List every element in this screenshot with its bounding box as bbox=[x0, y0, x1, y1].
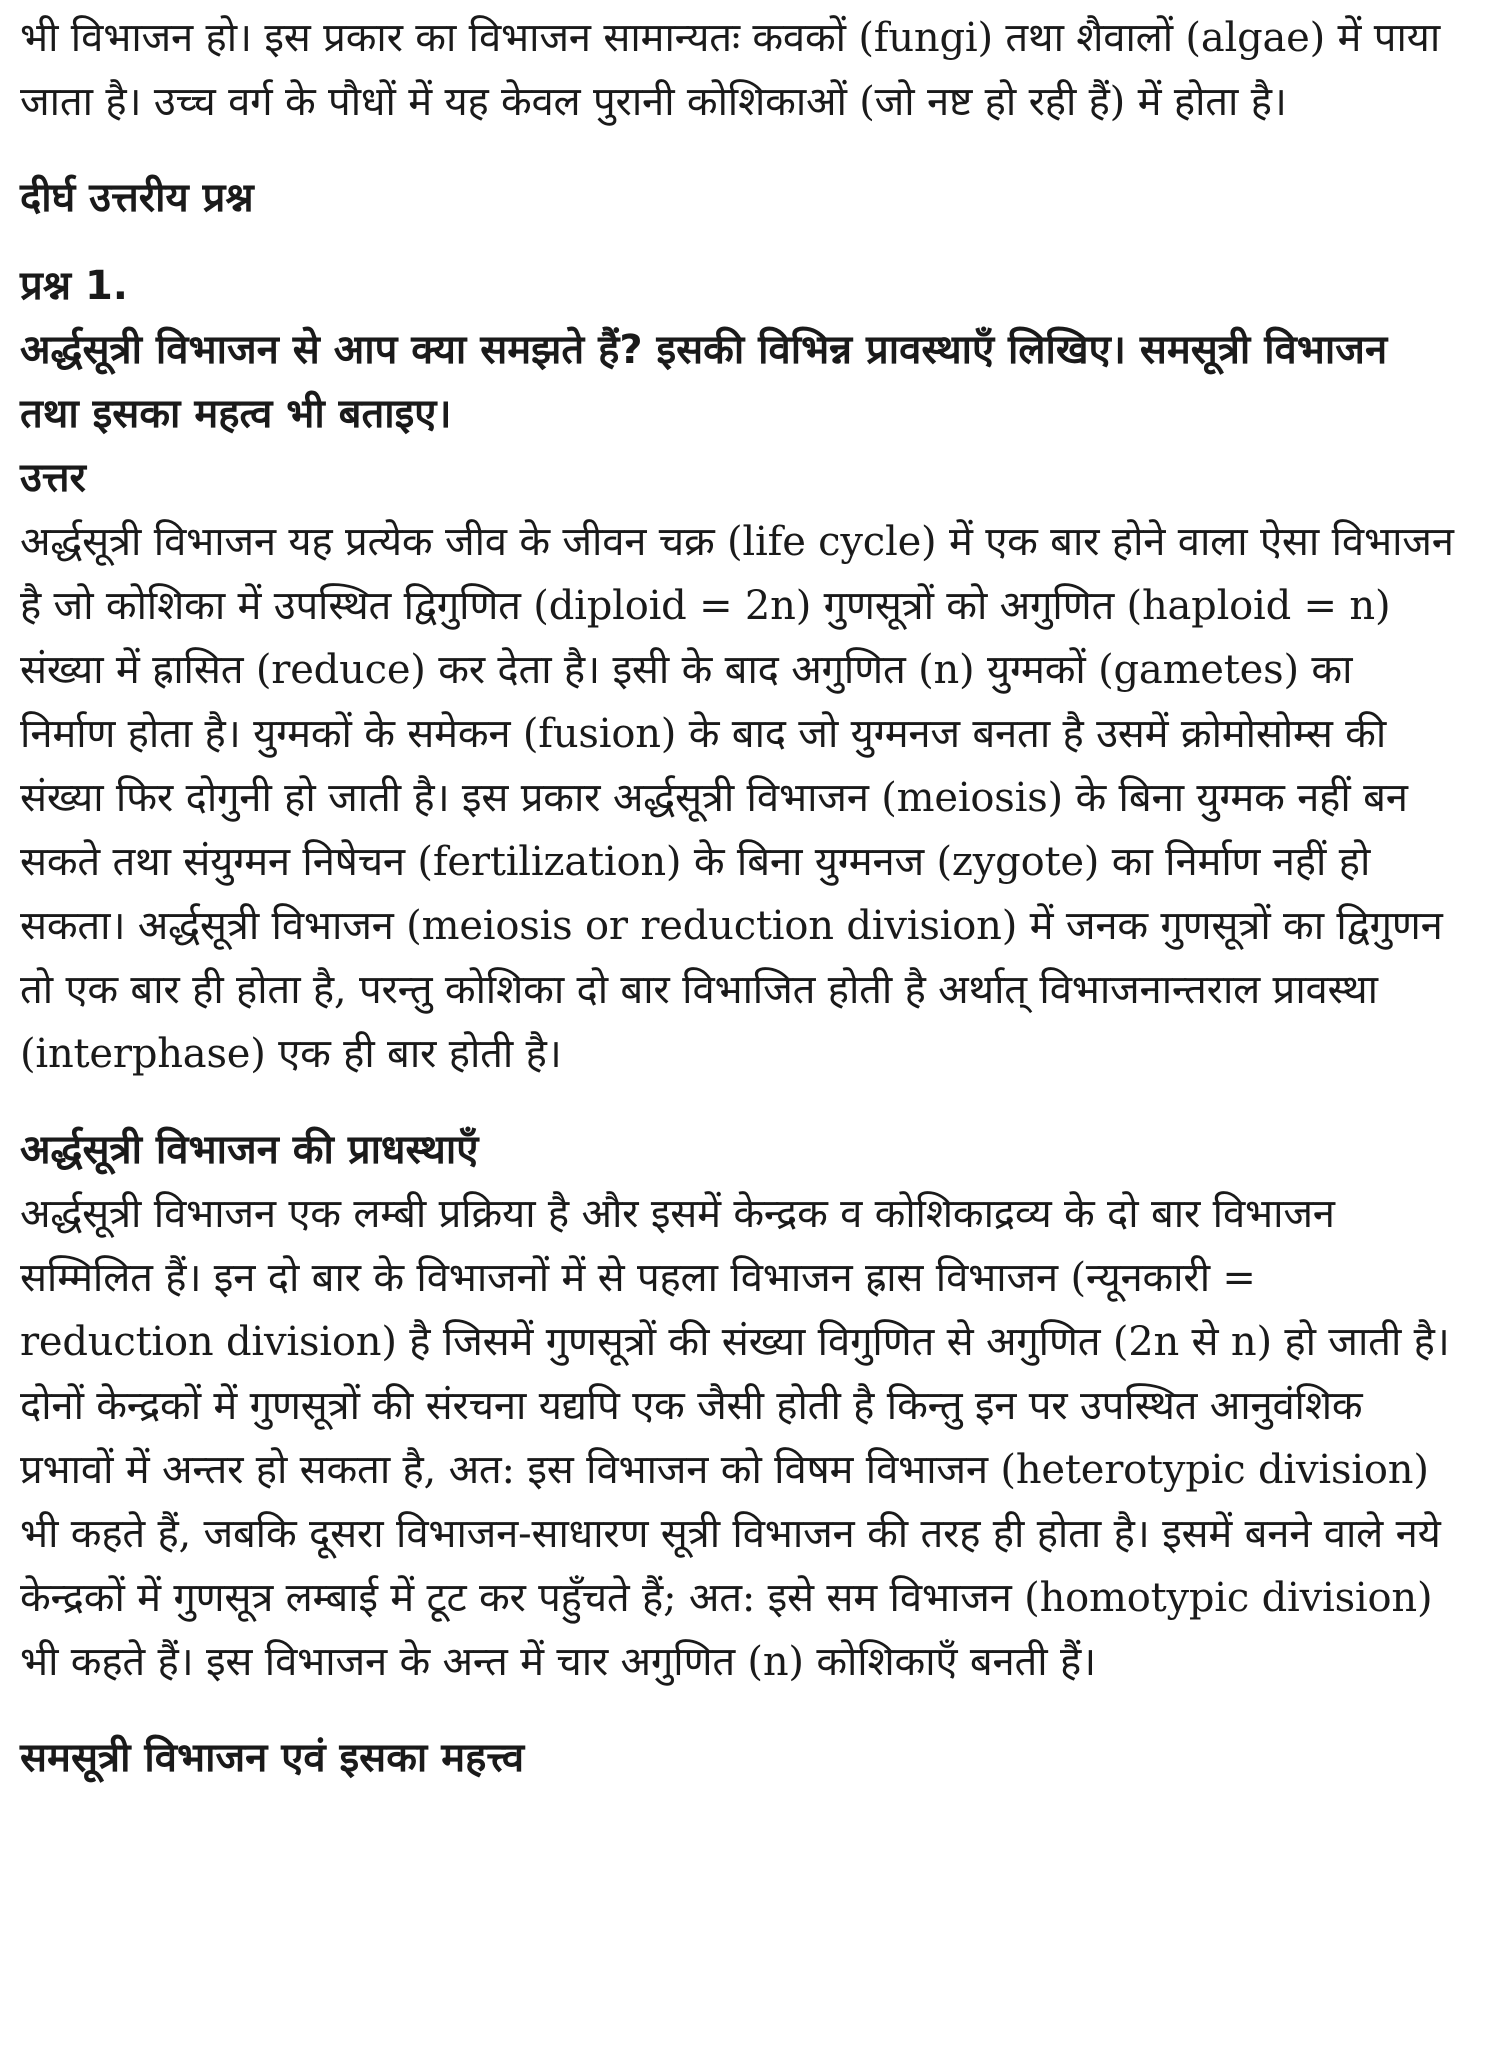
answer-paragraph: अर्द्धसूत्री विभाजन यह प्रत्येक जीव के जीवन चक्र (life cycle) में एक बार होने वाला ऐसा विभाजन है जो कोशिका में उपस्थित द्विगुणित (diploid = 2n) गुणसूत्रों को अगुणित (haploid = n) संख्या में ह्रासित (reduce) कर देता है। इसी के बाद अगुणित (n) युग्मकों (gametes) का निर्माण होता है। युग्मकों के समेकन (fusion) के बाद जो युग्मनज बनता है उसमें क्रोमोसोम्स की संख्या फिर दोगुनी हो जाती है। इस प्रकार अर्द्धसूत्री विभाजन (meiosis) के बिना युग्मक नहीं बन सकते तथा संयुग्मन निषेचन (fertilization) के बिना युग्मनज (zygote) का निर्माण नहीं हो सकता। अर्द्धसूत्री विभाजन (meiosis or reduction division) में जनक गुणसूत्रों का द्विगुणन तो एक बार ही होता है, परन्तु कोशिका दो बार विभाजित होती है अर्थात् विभाजनान्तराल प्रावस्था (interphase) एक ही बार होती है। bbox=[20, 519, 1454, 1077]
long-answer-section-heading: दीर्घ उत्तरीय प्रश्न bbox=[20, 175, 254, 221]
answer-label: उत्तर bbox=[20, 455, 86, 501]
question-number: प्रश्न 1. bbox=[20, 263, 128, 309]
intro-paragraph: भी विभाजन हो। इस प्रकार का विभाजन सामान्यतः कवकों (fungi) तथा शैवालों (algae) में पाया जाता है। उच्च वर्ग के पौधों में यह केवल पुरानी कोशिकाओं (जो नष्ट हो रही हैं) में होता है। bbox=[20, 15, 1441, 125]
question-text: अर्द्धसूत्री विभाजन से आप क्या समझते हैं? इसकी विभिन्न प्रावस्थाएँ लिखिए। समसूत्री विभाजन तथा इसका महत्व भी बताइए। bbox=[20, 327, 1388, 437]
phases-section-heading: अर्द्धसूत्री विभाजन की प्राधस्थाएँ bbox=[20, 1127, 479, 1173]
phases-paragraph: अर्द्धसूत्री विभाजन एक लम्बी प्रक्रिया है और इसमें केन्द्रक व कोशिकाद्रव्य के दो बार विभाजन सम्मिलित हैं। इन दो बार के विभाजनों में से पहला विभाजन ह्रास विभाजन (न्यूनकारी = reduction division) है जिसमें गुणसूत्रों की संख्या विगुणित से अगुणित (2n से n) हो जाती है। दोनों केन्द्रकों में गुणसूत्रों की संरचना यद्यपि एक जैसी होती है किन्तु इन पर उपस्थित आनुवंशिक प्रभावों में अन्तर हो सकता है, अत: इस विभाजन को विषम विभाजन (heterotypic division) भी कहते हैं, जबकि दूसरा विभाजन-साधारण सूत्री विभाजन की तरह ही होता है। इसमें बनने वाले नये केन्द्रकों में गुणसूत्र लम्बाई में टूट कर पहुँचते हैं; अत: इसे सम विभाजन (homotypic division) भी कहते हैं। इस विभाजन के अन्त में चार अगुणित (n) कोशिकाएँ बनती हैं। bbox=[20, 1191, 1450, 1685]
mitosis-section-heading: समसूत्री विभाजन एवं इसका महत्त्व bbox=[20, 1735, 525, 1781]
